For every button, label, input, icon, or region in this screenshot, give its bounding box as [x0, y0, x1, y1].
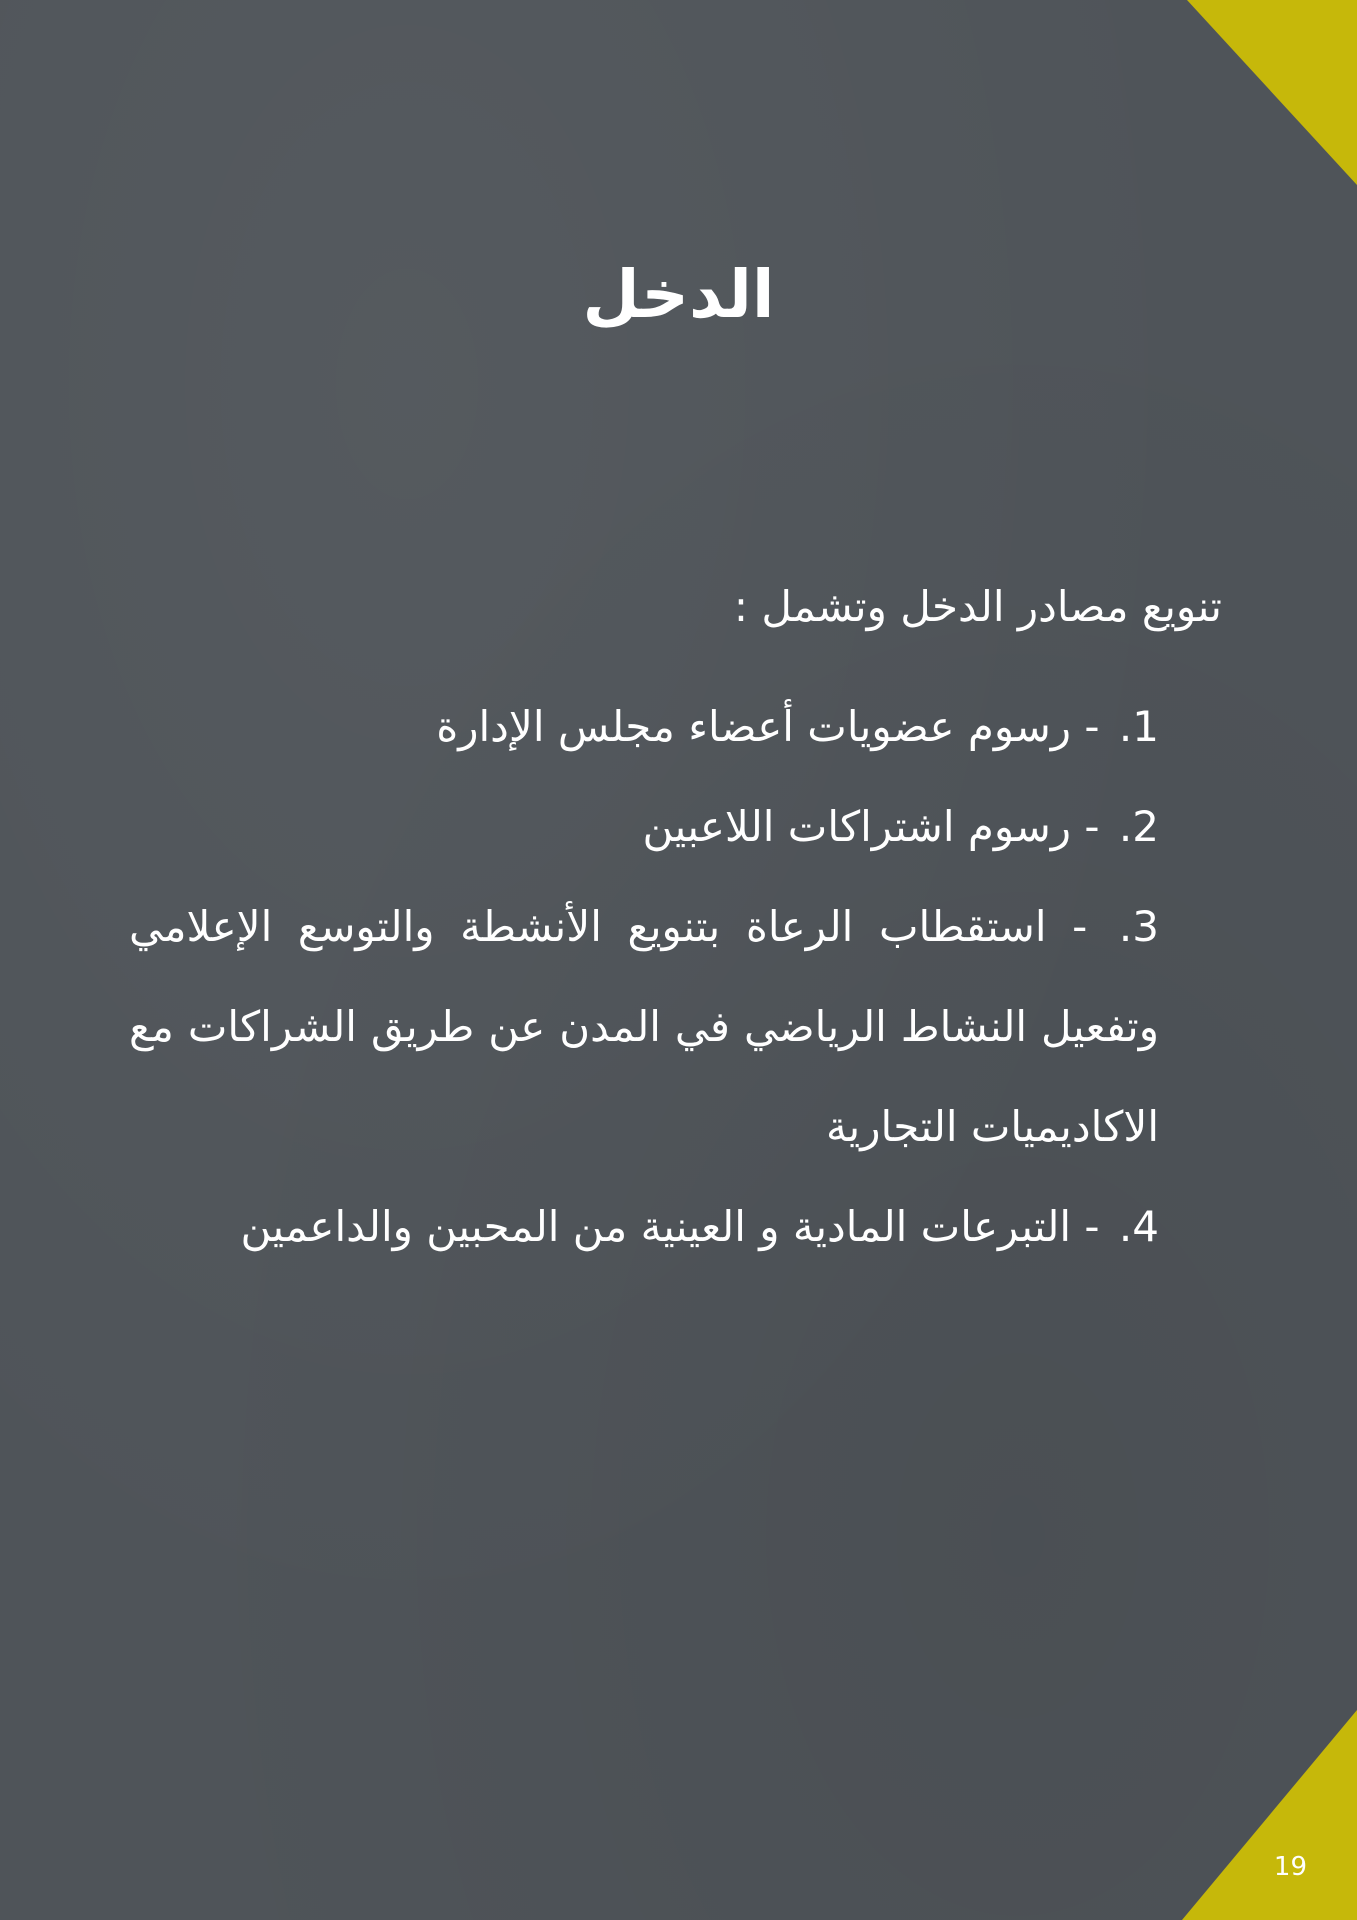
list-item — [129, 777, 1159, 877]
list-item — [129, 877, 1159, 1177]
intro-text: تنويع مصادر الدخل وتشمل : — [733, 582, 1222, 631]
yellow-corner-bottom-shape — [1157, 1710, 1357, 1920]
list-item-text: - رسوم عضويات أعضاء مجلس الإدارة — [436, 702, 1100, 751]
yellow-corner-top-shape — [1157, 0, 1357, 190]
list-item — [129, 677, 1159, 777]
list-item — [129, 1177, 1159, 1277]
page-number: 19 — [1273, 1852, 1307, 1882]
list-item-number: 2. — [1118, 802, 1159, 851]
list-item-number: 4. — [1118, 1202, 1159, 1251]
list-item-number: 3. — [1118, 902, 1159, 951]
list-item-text: - استقطاب الرعاة بتنويع الأنشطة والتوسع الإعلامي وتفعيل النشاط الرياضي في المدن عن طريق الشراكات مع الاكاديميات التجارية — [129, 902, 1159, 1151]
list-item-text: - التبرعات المادية و العينية من المحبين والداعمين — [240, 1202, 1100, 1251]
list-item-number: 1. — [1118, 702, 1159, 751]
page-title: الدخل — [582, 256, 775, 333]
list-item-text: - رسوم اشتراكات اللاعبين — [642, 802, 1100, 851]
yellow-corner-top-decoration — [1157, 0, 1357, 190]
yellow-corner-bottom-decoration — [1157, 1710, 1357, 1920]
income-sources-list — [129, 677, 1159, 1277]
